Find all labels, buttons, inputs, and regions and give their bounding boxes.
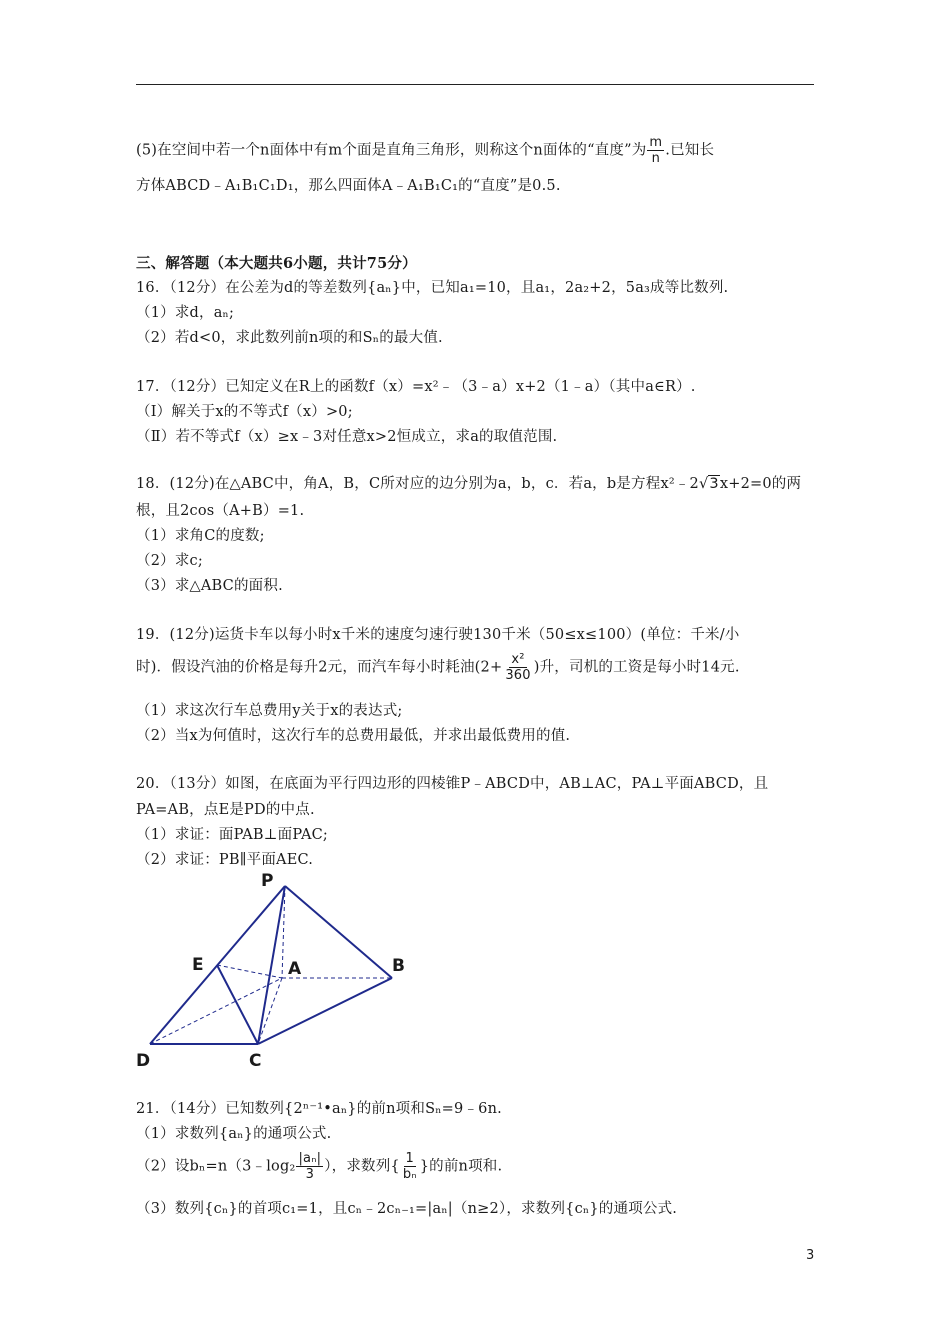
pyramid-figure — [130, 868, 420, 1073]
q18-part2: （2）求c; — [136, 553, 203, 569]
q21-part3: （3）数列{cₙ}的首项c₁=1，且cₙ﹣2cₙ₋₁=|aₙ|（n≥2），求数列{cₙ}的通项公式. — [136, 1201, 678, 1217]
q18-line2: 根，且2cos（A+B）=1. — [136, 503, 305, 519]
fraction-abs-an-over-3 — [296, 1151, 323, 1182]
edge-da — [150, 978, 282, 1044]
label-a: A — [288, 959, 302, 979]
q21-stem: 21．（14分）已知数列{2ⁿ⁻¹•aₙ}的前n项和Sₙ=9﹣6n. — [136, 1101, 502, 1117]
fraction-x2-over-360 — [503, 652, 532, 683]
text: .已知长 — [665, 142, 715, 159]
text: )升，司机的工资是每小时14元. — [533, 659, 740, 676]
denominator: 360 — [505, 668, 531, 683]
q19-part1: （1）求这次行车总费用y关于x的表达式; — [136, 703, 403, 719]
text: (5)在空间中若一个n面体中有m个面是直角三角形，则称这个n面体的“直度”为 — [136, 142, 647, 159]
q16-part1: （1）求d，aₙ; — [136, 305, 235, 321]
text: （2）设bₙ=n（3﹣log₂ — [136, 1158, 296, 1175]
q19-line2 — [136, 652, 740, 683]
denominator: bₙ — [402, 1167, 417, 1182]
radicand: 3 — [709, 476, 719, 492]
label-b: B — [392, 956, 405, 976]
segment-ea — [217, 965, 282, 978]
q16-part2: （2）若d<0，求此数列前n项的和Sₙ的最大值. — [136, 330, 443, 346]
q18-part1: （1）求角C的度数; — [136, 528, 265, 544]
q16-stem: 16．（12分）在公差为d的等差数列{aₙ}中，已知a₁=10，且a₁，2a₂+2，5a₃成等比数列. — [136, 280, 729, 296]
q17-part2: （Ⅱ）若不等式f（x）≥x﹣3对任意x>2恒成立，求a的取值范围. — [136, 429, 558, 445]
page-number: 3 — [806, 1248, 815, 1263]
label-d: D — [136, 1051, 151, 1071]
fraction-m-over-n — [647, 135, 664, 166]
label-e: E — [192, 955, 204, 975]
header-rule — [136, 84, 814, 85]
fraction-1-over-bn — [401, 1151, 419, 1182]
numerator: |aₙ| — [298, 1151, 322, 1166]
q20-part1: （1）求证：面PAB⊥面PAC; — [136, 827, 328, 843]
numerator: m — [649, 135, 663, 150]
q17-stem: 17．（12分）已知定义在R上的函数f（x）=x²﹣（3﹣a）x+2（1﹣a）（其中a∈R）. — [136, 379, 696, 395]
q20-line2: PA=AB，点E是PD的中点. — [136, 802, 315, 818]
q18-stem — [136, 474, 801, 494]
q21-part1: （1）求数列{aₙ}的通项公式. — [136, 1126, 332, 1142]
q20-part2: （2）求证：PB∥平面AEC. — [136, 852, 314, 868]
label-p: P — [261, 871, 274, 891]
q15-5-line1 — [136, 135, 714, 166]
text: ），求数列{ — [324, 1158, 400, 1175]
edge-pc — [258, 886, 285, 1044]
label-c: C — [249, 1051, 262, 1071]
q19-part2: （2）当x为何值时，这次行车的总费用最低，并求出最低费用的值. — [136, 728, 571, 744]
denominator: 3 — [305, 1167, 315, 1182]
segment-ec — [217, 965, 258, 1044]
numerator: x² — [511, 652, 525, 667]
text: }的前n项和. — [419, 1158, 503, 1175]
denominator: n — [651, 151, 661, 166]
section-title: 三、解答题（本大题共6小题，共计75分） — [136, 255, 417, 272]
text: 18．(12分)在△ABC中，角A，B，C所对应的边分别为a，b，c．若a，b是方程x²﹣2 — [136, 476, 699, 492]
q21-part2 — [136, 1151, 502, 1182]
numerator: 1 — [405, 1151, 415, 1166]
q15-5-line2: 方体ABCD﹣A₁B₁C₁D₁，那么四面体A﹣A₁B₁C₁的“直度”是0.5. — [136, 178, 561, 194]
q17-part1: （Ⅰ）解关于x的不等式f（x）>0; — [136, 404, 353, 420]
sqrt-3: √3 — [698, 476, 719, 492]
text: x+2=0的两 — [719, 476, 802, 492]
q18-part3: （3）求△ABC的面积. — [136, 578, 283, 594]
text: 时)．假设汽油的价格是每升2元，而汽车每小时耗油(2+ — [136, 659, 503, 676]
q19-stem: 19．(12分)运货卡车以每小时x千米的速度匀速行驶130千米（50≤x≤100）(单位：千米/小 — [136, 627, 740, 643]
q20-stem: 20．（13分）如图，在底面为平行四边形的四棱锥P﹣ABCD中，AB⊥AC，PA⊥平面ABCD，且 — [136, 776, 769, 792]
